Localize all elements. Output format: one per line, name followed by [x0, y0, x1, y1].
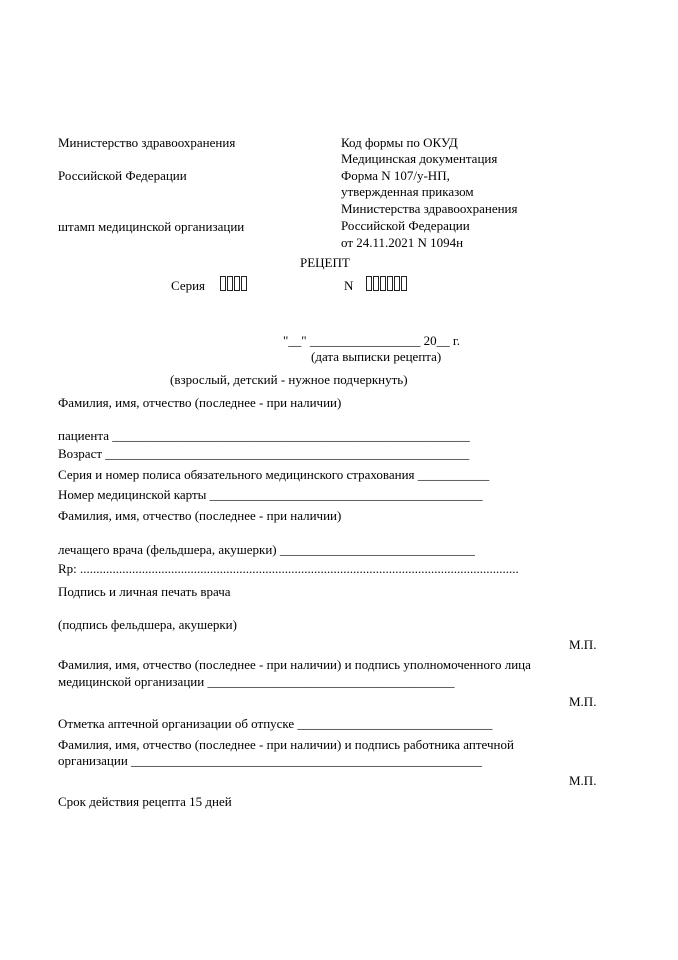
series-box [234, 276, 240, 291]
number-box [401, 276, 407, 291]
series-box [220, 276, 226, 291]
form-code-line: Форма N 107/у-НП, [341, 168, 450, 183]
stamp-place-2: М.П. [569, 694, 597, 709]
ministry-line-1: Министерство здравоохранения [58, 135, 236, 150]
series-boxes [220, 276, 248, 291]
authorized-person-label: Фамилия, имя, отчество (последнее - при наличии) и подпись уполномоченного лица [58, 657, 531, 672]
series-box [227, 276, 233, 291]
number-label: N [344, 278, 354, 293]
doctor-field: лечащего врача (фельдшера, акушерки) ______________________________ [58, 542, 475, 557]
number-box [373, 276, 379, 291]
series-label: Серия [171, 278, 206, 293]
form-code-line: утвержденная приказом [341, 184, 474, 199]
form-title: РЕЦЕПТ [300, 255, 350, 270]
number-box [380, 276, 386, 291]
number-box [394, 276, 400, 291]
patient-fio-label: Фамилия, имя, отчество (последнее - при наличии) [58, 395, 342, 410]
pharmacy-worker-label: Фамилия, имя, отчество (последнее - при наличии) и подпись работника аптечной [58, 737, 514, 752]
number-box [366, 276, 372, 291]
ministry-line-2: Российской Федерации [58, 168, 187, 183]
date-caption: (дата выписки рецепта) [311, 349, 442, 364]
number-box [387, 276, 393, 291]
medical-card-field: Номер медицинской карты __________________________________________ [58, 487, 483, 502]
form-code-line: Код формы по ОКУД [341, 135, 458, 150]
series-box [241, 276, 247, 291]
form-code-line: Российской Федерации [341, 218, 470, 233]
form-code-line: от 24.11.2021 N 1094н [341, 235, 464, 250]
authorized-person-field: медицинской организации ______________________________________ [58, 674, 455, 689]
age-field: Возраст ________________________________________________________ [58, 446, 470, 461]
paramedic-signature-label: (подпись фельдшера, акушерки) [58, 617, 237, 632]
number-boxes [366, 276, 408, 291]
pharmacy-worker-field: организации ______________________________________________________ [58, 753, 483, 768]
doctor-fio-label: Фамилия, имя, отчество (последнее - при наличии) [58, 508, 342, 523]
validity-note: Срок действия рецепта 15 дней [58, 794, 232, 809]
stamp-label: штамп медицинской организации [58, 219, 245, 234]
patient-field: пациента _______________________________________________________ [58, 428, 470, 443]
form-code-line: Медицинская документация [341, 151, 498, 166]
patient-type: (взрослый, детский - нужное подчеркнуть) [170, 372, 408, 387]
stamp-place-3: М.П. [569, 773, 597, 788]
pharmacy-mark-field: Отметка аптечной организации об отпуске ______________________________ [58, 716, 493, 731]
stamp-place-1: М.П. [569, 637, 597, 652]
doctor-signature-label: Подпись и личная печать врача [58, 584, 231, 599]
policy-field: Серия и номер полиса обязательного медицинского страхования ___________ [58, 467, 490, 482]
form-code-line: Министерства здравоохранения [341, 201, 518, 216]
rp-field: Rp: ....................................................................................................................................... [58, 561, 519, 576]
date-line: "__" _________________ 20__ г. [283, 333, 460, 348]
